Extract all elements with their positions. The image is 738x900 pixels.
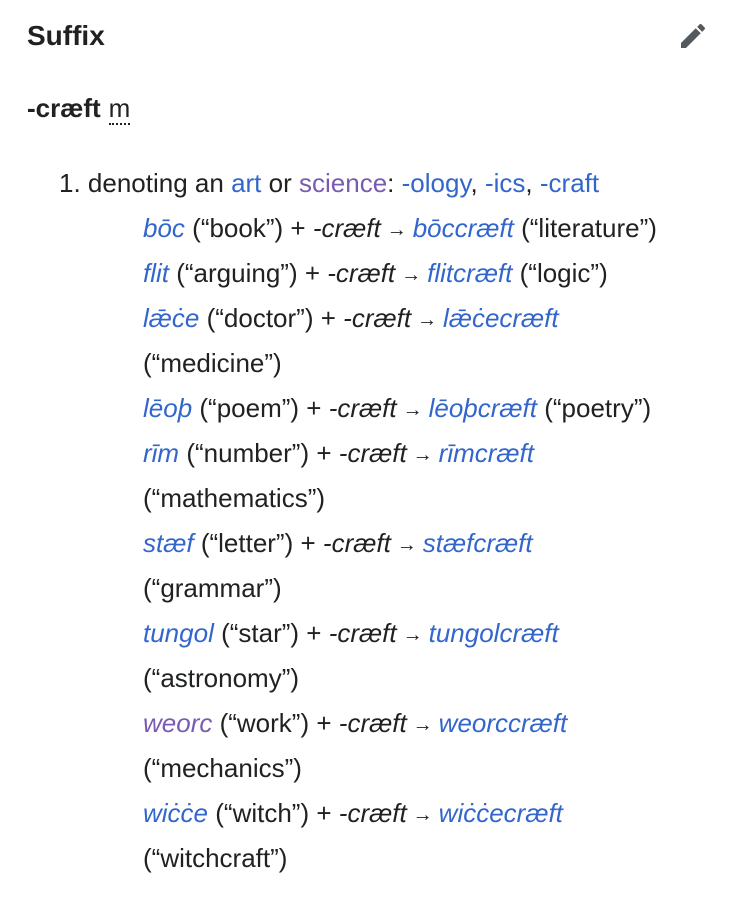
example-base-link[interactable]: lǣċe [143,303,200,333]
example-base-link[interactable]: lēoþ [143,393,193,423]
suffix-form: -cræft [312,213,381,243]
example-result-gloss: (“witchcraft”) [143,843,288,873]
example-result-link[interactable]: wiċċecræft [438,798,563,828]
sense-comma: , [525,168,533,198]
link-ics[interactable]: -ics [484,168,526,198]
example-result-gloss: (“poetry”) [544,393,652,423]
example-item [143,251,713,296]
example-item-continuation [143,746,713,791]
arrow-icon: → [412,804,433,826]
example-item [143,521,713,566]
example-result-gloss: (“astronomy”) [143,663,300,693]
example-item [143,296,713,341]
suffix-form: -cræft [338,438,407,468]
section-title: Suffix [27,20,105,51]
example-result-gloss: (“mathematics”) [143,483,326,513]
arrow-icon: → [412,714,433,736]
example-base-gloss: (“number”) [186,438,310,468]
plus-sign: + [300,528,316,558]
arrow-icon: → [402,624,423,646]
example-result-link[interactable]: weorccræft [438,708,568,738]
pencil-icon [677,20,709,52]
arrow-icon: → [417,309,438,331]
example-item-continuation [143,566,713,611]
example-result-link[interactable]: bōccræft [412,213,514,243]
arrow-icon: → [386,219,407,241]
plus-sign: + [306,618,322,648]
example-item [143,206,713,251]
link-science[interactable]: science [299,168,388,198]
gender-abbreviation[interactable]: m [108,93,131,123]
example-result-gloss: (“medicine”) [143,348,282,378]
example-result-link[interactable]: lǣċecræft [443,303,559,333]
example-result-gloss: (“mechanics”) [143,753,302,783]
arrow-icon: → [402,399,423,421]
example-result-gloss: (“literature”) [521,213,657,243]
section-heading-row [27,14,712,58]
example-result-link[interactable]: tungolcræft [428,618,559,648]
headword-line [27,88,130,128]
example-base-gloss: (“doctor”) [206,303,314,333]
example-base-gloss: (“book”) [192,213,284,243]
suffix-form: -cræft [328,618,397,648]
suffix-form: -cræft [322,528,391,558]
sense-text: denoting an [87,168,224,198]
plus-sign: + [320,303,336,333]
example-base-link[interactable]: tungol [143,618,214,648]
example-item [143,611,713,656]
example-result-link[interactable]: stæfcræft [422,528,533,558]
example-result-gloss: (“grammar”) [143,573,282,603]
link-ology[interactable]: -ology [401,168,471,198]
example-base-link[interactable]: bōc [143,213,185,243]
example-item [143,791,713,836]
example-base-gloss: (“witch”) [215,798,310,828]
example-base-link[interactable]: stæf [143,528,194,558]
example-item-continuation [143,656,713,701]
sense-or: or [268,168,292,198]
plus-sign: + [290,213,306,243]
suffix-form: -cræft [343,303,412,333]
plus-sign: + [304,258,321,288]
example-item [143,431,713,476]
example-result-link[interactable]: flitcræft [427,258,513,288]
example-base-gloss: (“work”) [219,708,310,738]
sense-definition [59,161,719,206]
plus-sign: + [316,438,332,468]
headword: -cræft [27,93,101,123]
sense-colon: : [387,168,395,198]
example-result-gloss: (“logic”) [519,258,608,288]
suffix-form: -cræft [338,798,407,828]
example-base-gloss: (“star”) [221,618,300,648]
example-base-link[interactable]: flit [143,258,169,288]
suffix-form: -cræft [328,393,397,423]
example-result-link[interactable]: rīmcræft [438,438,534,468]
example-list [143,206,713,881]
edit-section-button[interactable] [674,17,712,55]
arrow-icon: → [401,264,422,286]
example-base-link[interactable]: rīm [143,438,180,468]
example-base-gloss: (“poem”) [199,393,300,423]
example-base-link[interactable]: weorc [143,708,213,738]
plus-sign: + [316,798,332,828]
link-craft[interactable]: -craft [539,168,600,198]
link-art[interactable]: art [231,168,262,198]
example-result-link[interactable]: lēoþcræft [428,393,537,423]
arrow-icon: → [412,444,433,466]
plus-sign: + [306,393,322,423]
suffix-form: -cræft [338,708,407,738]
arrow-icon: → [396,534,417,556]
plus-sign: + [316,708,332,738]
example-item-continuation [143,836,713,881]
example-base-gloss: (“arguing”) [176,258,298,288]
example-item-continuation [143,341,713,386]
example-item [143,701,713,746]
example-base-gloss: (“letter”) [200,528,294,558]
example-base-link[interactable]: wiċċe [143,798,209,828]
sense-list [59,161,719,881]
suffix-form: -cræft [327,258,396,288]
sense-comma: , [470,168,478,198]
example-item-continuation [143,476,713,521]
sense-number: 1. [59,168,81,198]
example-item [143,386,713,431]
